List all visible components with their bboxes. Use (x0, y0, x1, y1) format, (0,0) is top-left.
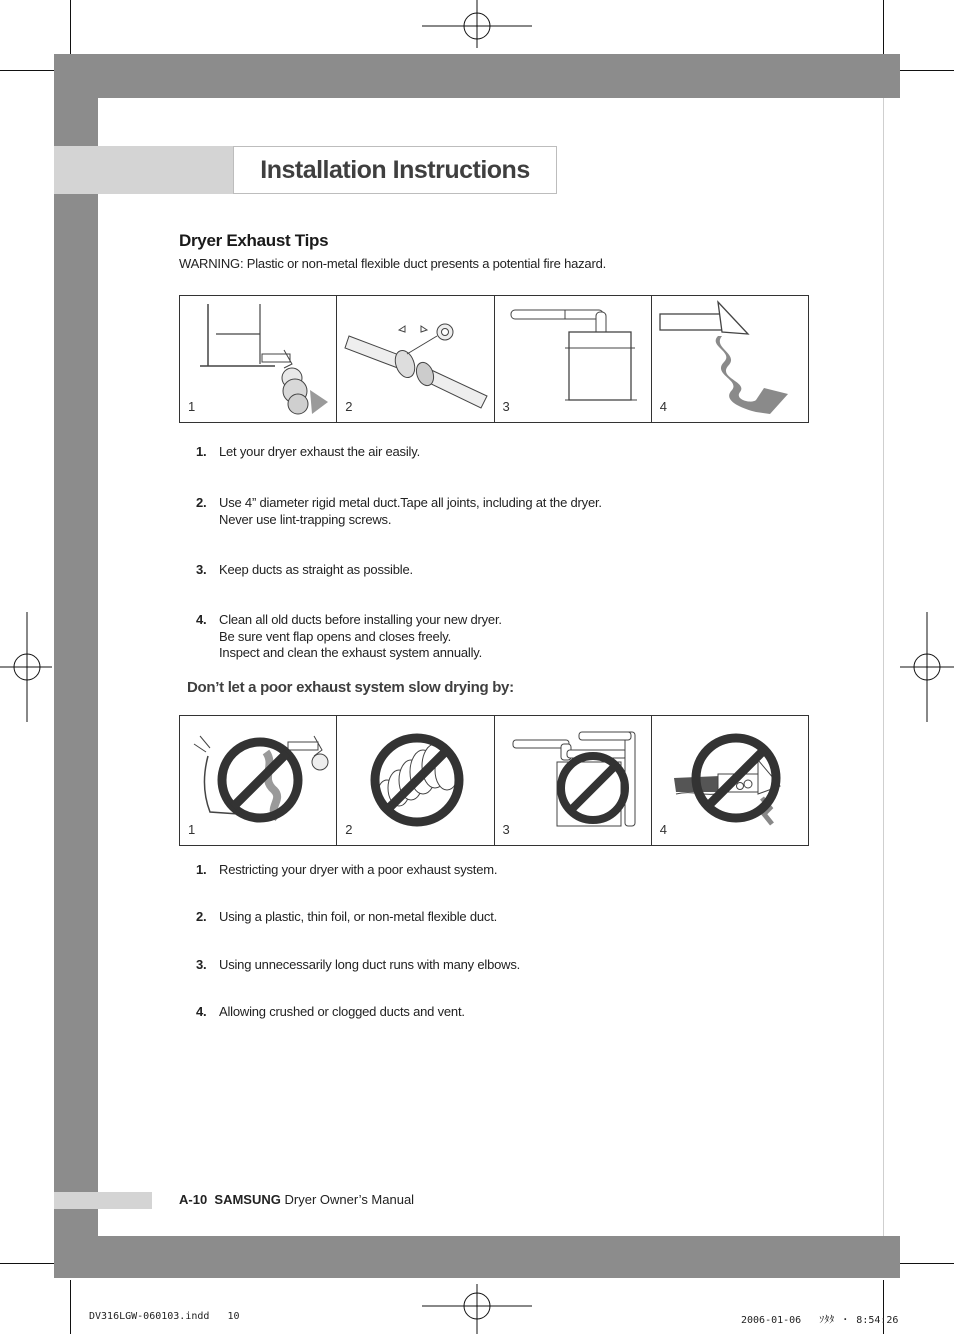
crop-mark (900, 1263, 954, 1264)
poor-illustration-4 (652, 716, 808, 845)
list-item: 3. Using unnecessarily long duct runs with many elbows. (196, 957, 521, 972)
long-duct-icon (495, 716, 652, 845)
tip-illustration-3 (495, 296, 652, 422)
poor-exhaust-list (196, 862, 796, 1032)
list-item: 1. Let your dryer exhaust the air easily. (196, 444, 420, 459)
brand-name: SAMSUNG (214, 1192, 281, 1207)
crop-mark (883, 0, 884, 54)
vent-flap-icon (652, 296, 809, 422)
slug-date: 2006-01-06 ｿﾀﾀ ・ 8:54:26 (741, 1315, 899, 1326)
crop-mark (70, 0, 71, 54)
tip-illustration-1 (180, 296, 337, 422)
registration-mark-icon (422, 1284, 532, 1334)
list-item: 3. Keep ducts as straight as possible. (196, 562, 413, 577)
warning-text: WARNING: Plastic or non-metal flexible duct presents a potential fire hazard. (179, 256, 607, 271)
panel-number: 1 (188, 399, 196, 414)
poor-illustration-1 (180, 716, 337, 845)
list-item: 2. Using a plastic, thin foil, or non-metal flexible duct. (196, 909, 498, 924)
title-accent (54, 146, 234, 194)
registration-mark-icon (0, 612, 52, 722)
rigid-duct-icon (337, 296, 494, 422)
page-number: A-10 (179, 1192, 208, 1207)
restricted-dryer-icon (180, 716, 337, 845)
panel-number: 2 (345, 822, 353, 837)
list-item: 4. Clean all old ducts before installing your new dryer. Be sure vent flap opens and closes freely. Inspect and clean the exhaust system annually. (196, 612, 502, 660)
panel-number: 4 (659, 822, 667, 837)
page-title: Installation Instructions (260, 155, 530, 184)
panel-number: 4 (659, 399, 667, 414)
flexible-duct-icon (337, 716, 494, 845)
footer-band (54, 1236, 900, 1278)
panel-number: 1 (188, 822, 196, 837)
side-band (54, 54, 98, 1278)
trim-line (883, 54, 884, 1278)
footer-accent (54, 1192, 152, 1209)
panel-number: 2 (345, 399, 353, 414)
poor-exhaust-illustrations (179, 715, 809, 846)
section-title: Dryer Exhaust Tips (179, 231, 329, 250)
list-item: 4. Allowing crushed or clogged ducts and vent. (196, 1004, 465, 1019)
crop-mark (0, 70, 54, 71)
tip-illustration-2 (337, 296, 494, 422)
list-item: 2. Use 4” diameter rigid metal duct.Tape all joints, including at the dryer. Never use lint-trapping screws. (196, 495, 602, 527)
registration-mark-icon (422, 0, 532, 50)
registration-mark-icon (900, 612, 954, 722)
title-box (233, 146, 557, 194)
manual-title: Dryer Owner’s Manual (284, 1192, 415, 1207)
panel-number: 3 (502, 399, 510, 414)
straight-duct-icon (495, 296, 652, 422)
tip-illustration-4 (652, 296, 808, 422)
poor-illustration-3 (495, 716, 652, 845)
clogged-vent-icon (652, 716, 809, 845)
crop-mark (0, 1263, 54, 1264)
page-footer (179, 1192, 414, 1207)
crop-mark (900, 70, 954, 71)
header-band (54, 54, 900, 98)
tips-illustrations (179, 295, 809, 423)
list-item: 1. Restricting your dryer with a poor exhaust system. (196, 862, 498, 877)
section-subtitle: Don’t let a poor exhaust system slow drying by: (187, 679, 514, 696)
poor-illustration-2 (337, 716, 494, 845)
tips-list (196, 444, 796, 674)
panel-number: 3 (502, 822, 510, 837)
dryer-exhaust-icon (180, 296, 337, 422)
crop-mark (70, 1280, 71, 1334)
slug-file: DV316LGW-060103.indd 10 (89, 1311, 240, 1322)
